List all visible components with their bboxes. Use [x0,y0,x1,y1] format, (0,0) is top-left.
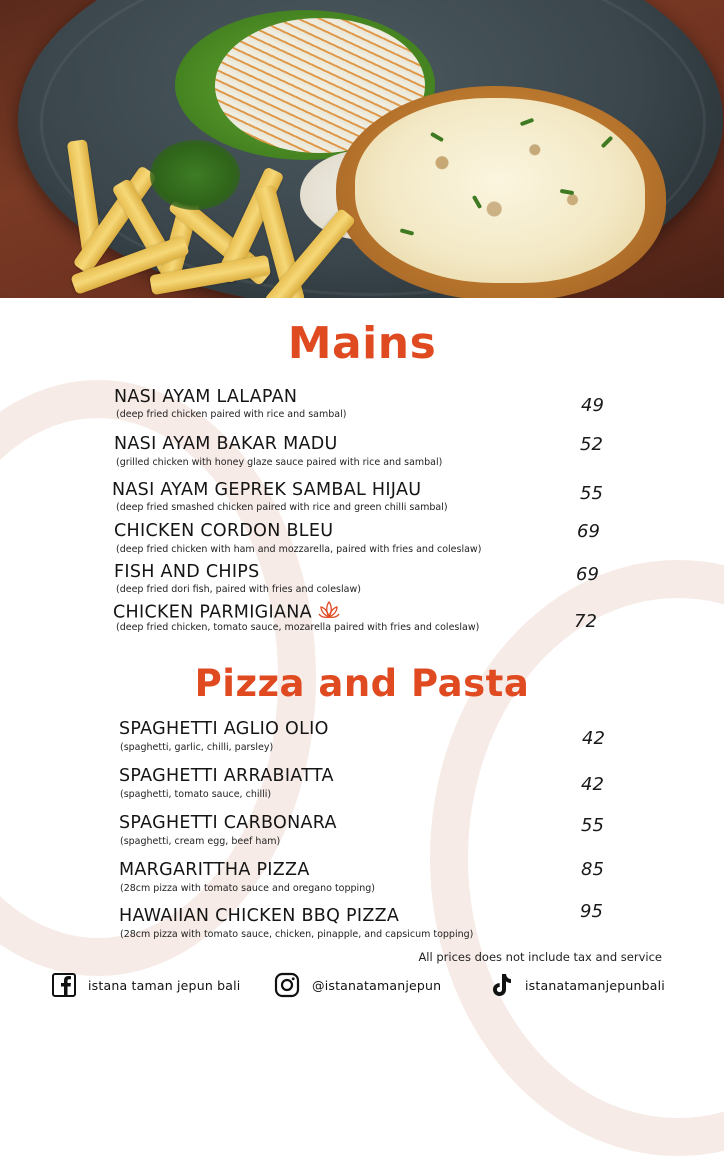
item-name: SPAGHETTI ARRABIATTA [119,766,334,786]
item-description: (deep fried dori fish, paired with fries and coleslaw) [116,584,361,595]
section-title-pizza-and-pasta: Pizza and Pasta [194,662,530,705]
hero-food-photo [0,0,724,298]
item-description: (deep fried chicken, tomato sauce, mozarella paired with fries and coleslaw) [116,622,480,633]
item-name: NASI AYAM LALAPAN [114,387,298,407]
item-description: (spaghetti, cream egg, beef ham) [120,836,281,847]
item-price: 49 [581,395,604,416]
item-price: 69 [576,564,599,585]
social-facebook[interactable] [52,972,240,998]
item-name: SPAGHETTI AGLIO OLIO [119,719,329,739]
item-name: MARGARITTHA PIZZA [119,860,310,880]
item-price: 42 [582,728,605,749]
instagram-icon[interactable] [274,972,300,998]
item-description: (deep fried smashed chicken paired with rice and green chilli sambal) [116,502,448,513]
item-price: 72 [574,611,597,632]
item-price: 52 [580,434,603,455]
parsley-garnish [150,140,240,210]
item-price: 85 [581,859,604,880]
item-description: (deep fried chicken paired with rice and sambal) [116,409,347,420]
section-title-mains: Mains [287,318,437,369]
item-description: (spaghetti, tomato sauce, chilli) [120,789,272,800]
item-price: 55 [581,815,604,836]
instagram-handle[interactable]: @istanatamanjepun [312,977,442,993]
item-name: SPAGHETTI CARBONARA [119,813,337,833]
item-description: (28cm pizza with tomato sauce, chicken, pinapple, and capsicum topping) [120,929,474,940]
item-name: CHICKEN CORDON BLEU [114,521,334,541]
item-name: NASI AYAM GEPREK SAMBAL HIJAU [112,480,422,500]
facebook-handle[interactable]: istana taman jepun bali [88,977,241,993]
item-description: (grilled chicken with honey glaze sauce paired with rice and sambal) [116,457,443,468]
melted-cheese [355,98,645,283]
tiktok-handle[interactable]: istanatamanjepunbali [525,977,665,993]
tax-service-note: All prices does not include tax and service [418,950,662,964]
item-name: HAWAIIAN CHICKEN BBQ PIZZA [119,906,400,926]
item-price: 42 [581,774,604,795]
tiktok-icon[interactable] [489,972,513,998]
item-price: 55 [580,483,603,504]
social-instagram[interactable] [274,972,441,998]
item-description: (spaghetti, garlic, chilli, parsley) [120,742,274,753]
item-name: FISH AND CHIPS [114,562,260,582]
item-description: (28cm pizza with tomato sauce and oregano topping) [120,883,375,894]
facebook-icon[interactable] [52,973,76,997]
item-name: CHICKEN PARMIGIANA [113,602,312,623]
item-description: (deep fried chicken with ham and mozzarella, paired with fries and coleslaw) [116,544,482,555]
item-price: 95 [580,901,603,922]
background-swirl-decoration [430,560,724,1156]
social-tiktok[interactable] [489,972,665,998]
item-name: NASI AYAM BAKAR MADU [114,434,338,454]
item-price: 69 [577,521,600,542]
